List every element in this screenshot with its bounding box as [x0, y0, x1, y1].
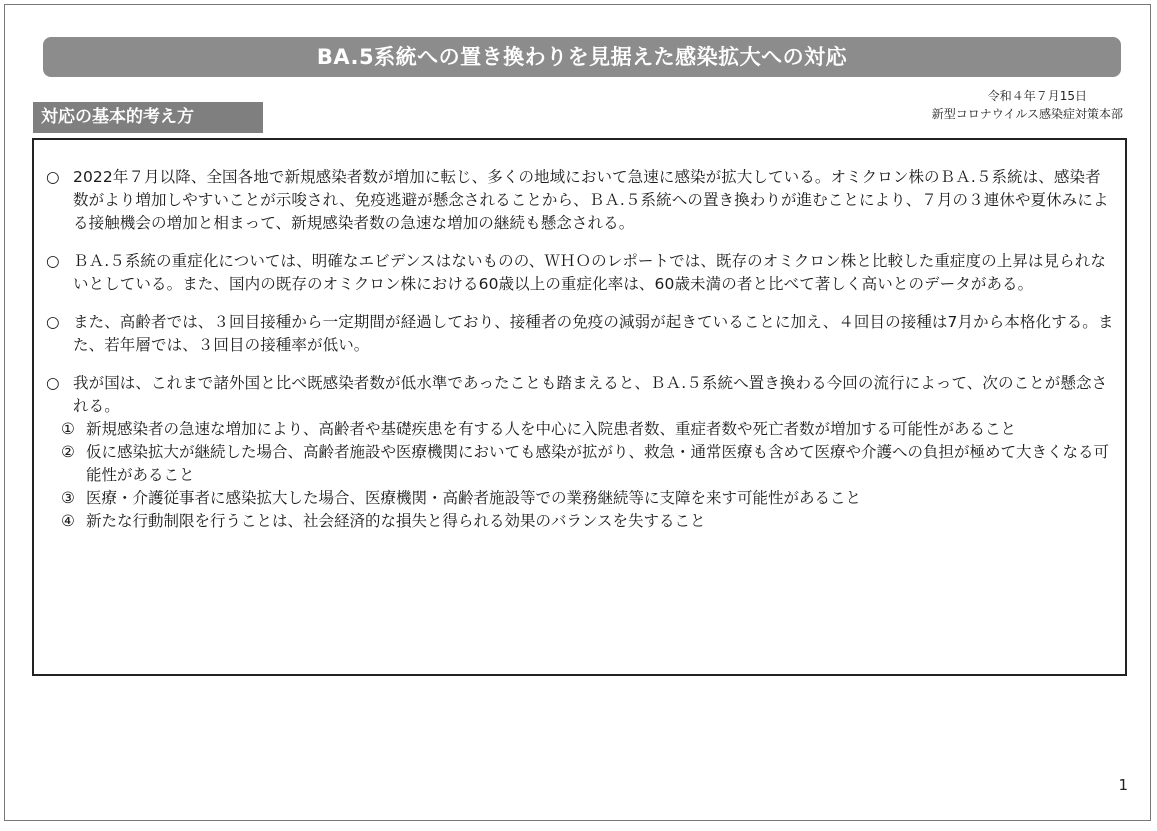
- item-text: 新規感染者の急速な増加により、高齢者や基礎疾患を有する人を中心に入院患者数、重症者数や死亡者数が増加する可能性があること: [86, 420, 1017, 438]
- paragraph-text: ＢＡ.５系統の重症化については、明確なエビデンスはないものの、ＷＨＯのレポートでは、既存のオミクロン株と比較した重症度の上昇は見られないとしている。また、国内の既存のオミクロン株における60歳以上の重症化率は、60歳未満の者と比べて著しく高いとのデータがある。: [73, 252, 1106, 293]
- concern-list: [46, 418, 1115, 533]
- item-number: ③: [61, 489, 75, 507]
- paragraph-text: また、高齢者では、３回目接種から一定期間が経過しており、接種者の免疫の減弱が起きていることに加え、４回目の接種は7月から本格化する。また、若年層では、３回目の接種率が低い。: [73, 313, 1114, 354]
- paragraph-2: [46, 250, 1115, 296]
- item-text: 仮に感染拡大が継続した場合、高齢者施設や医療機関においても感染が拡がり、救急・通常医療も含めて医療や介護への負担が極めて大きくなる可能性があること: [86, 443, 1110, 484]
- concern-item-4: [46, 510, 1115, 533]
- bullet-circle: ○: [46, 313, 60, 331]
- issuing-department: 新型コロナウイルス感染症対策本部: [931, 107, 1123, 121]
- item-text: 医療・介護従事者に感染拡大した場合、医療機関・高齢者施設等での業務継続等に支障を来す可能性があること: [86, 489, 862, 507]
- concern-item-3: [46, 487, 1115, 510]
- paragraph-1: [46, 166, 1115, 235]
- item-number: ①: [61, 420, 75, 438]
- bullet-circle: ○: [46, 374, 60, 392]
- item-number: ②: [61, 443, 75, 461]
- paragraph-text: 2022年７月以降、全国各地で新規感染者数が増加に転じ、多くの地域において急速に感染が拡大している。オミクロン株のＢＡ.５系統は、感染者数がより増加しやすいことが示唆され、免疫逃避が懸念されることから、ＢＡ.５系統への置き換わりが進むことにより、７月の３連休や夏休みによる接触機会の増加と相まって、新規感染者数の急速な増加の継続も懸念される。: [73, 168, 1109, 232]
- item-text: 新たな行動制限を行うことは、社会経済的な損失と得られる効果のバランスを失すること: [86, 512, 706, 530]
- concern-item-2: [46, 441, 1115, 487]
- paragraph-3: [46, 311, 1115, 357]
- meta-block: [932, 87, 1123, 123]
- slide-title: BA.5系統への置き換わりを見据えた感染拡大への対応: [43, 37, 1121, 77]
- concern-item-1: [46, 418, 1115, 441]
- slide: [4, 4, 1151, 821]
- section-label: 対応の基本的考え方: [33, 102, 263, 133]
- page-number: 1: [1118, 776, 1128, 794]
- issue-date: 令和４年７月15日: [987, 89, 1087, 103]
- bullet-circle: ○: [46, 252, 60, 270]
- paragraph-4: [46, 372, 1115, 418]
- item-number: ④: [61, 512, 75, 530]
- paragraph-text: 我が国は、これまで諸外国と比べ既感染者数が低水準であったことも踏まえると、ＢＡ.５系統へ置き換わる今回の流行によって、次のことが懸念される。: [73, 374, 1108, 415]
- bullet-circle: ○: [46, 168, 60, 186]
- content-box: [32, 138, 1127, 676]
